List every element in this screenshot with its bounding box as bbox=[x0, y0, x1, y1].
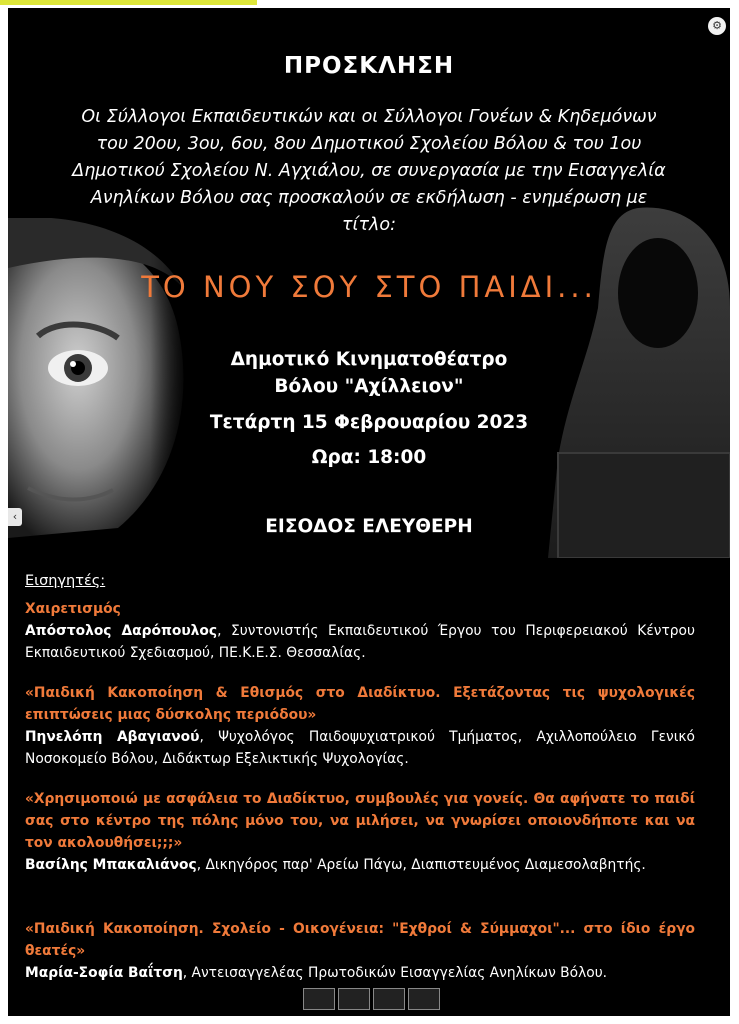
speaker-role: , Αντεισαγγελέας Πρωτοδικών Εισαγγελίας Ανηλίκων Βόλου. bbox=[182, 965, 608, 981]
intro-line: τίτλο: bbox=[342, 215, 396, 235]
venue bbox=[8, 346, 730, 400]
event-time: Ωρα: 18:00 bbox=[311, 447, 427, 468]
talk-topic: «Παιδική Κακοποίηση. Σχολείο - Οικογένεια: "Εχθροί & Σύμμαχοι"... στο ίδιο έργο θεατές» bbox=[25, 921, 695, 959]
intro-line: του 20ου, 3ου, 6ου, 8ου Δημοτικού Σχολείου Βόλου & του 1ου bbox=[96, 134, 642, 154]
talk-topic: «Χρησιμοποιώ με ασφάλεια το Διαδίκτυο, συμβουλές για γονείς. Θα αφήνατε το παιδί σας στο κέντρο της πόλης μόνο του, να μιλήσει, να γνωρίσει οποιονδήποτε και να τον ακολουθήσει;;;» bbox=[25, 791, 695, 851]
chevron-left-icon[interactable]: ‹ bbox=[8, 508, 22, 526]
venue-line: Βόλου "Αχίλλειον" bbox=[274, 376, 464, 397]
talk-item bbox=[25, 598, 695, 664]
settings-icon[interactable]: ⚙ bbox=[708, 17, 726, 35]
venue-line: Δημοτικό Κινηματοθέατρο bbox=[230, 349, 508, 370]
talk-speaker bbox=[25, 854, 695, 876]
speakers-heading: Εισηγητές: bbox=[25, 573, 106, 589]
intro-line: Οι Σύλλογοι Εκπαιδευτικών και οι Σύλλογοι Γονέων & Κηδεμόνων bbox=[81, 107, 657, 127]
intro-line: Ανηλίκων Βόλου σας προσκαλούν σε εκδήλωση - ενημέρωση με bbox=[90, 188, 648, 208]
talk-topic: «Παιδική Κακοποίηση & Εθισμός στο Διαδίκτυο. Εξετάζοντας τις ψυχολογικές επιπτώσεις μιας δύσκολης περιόδου» bbox=[25, 685, 695, 723]
event-date: Τετάρτη 15 Φεβρουαρίου 2023 bbox=[209, 412, 529, 433]
thumbnail[interactable] bbox=[303, 988, 335, 1010]
talk-speaker bbox=[25, 620, 695, 664]
talk-item bbox=[25, 682, 695, 770]
speaker-name: Μαρία-Σοφία Βαΐτση bbox=[25, 965, 183, 981]
invitation-poster bbox=[8, 8, 730, 1016]
talk-speaker bbox=[25, 962, 695, 984]
speaker-role: , Δικηγόρος παρ' Αρείω Πάγω, Διαπιστευμένος Διαμεσολαβητής. bbox=[196, 857, 646, 873]
speaker-name: Πηνελόπη Αβαγιανού bbox=[25, 729, 200, 745]
thumbnail[interactable] bbox=[338, 988, 370, 1010]
free-entry-notice: ΕΙΣΟΔΟΣ ΕΛΕΥΘΕΡΗ bbox=[265, 516, 473, 537]
speaker-role: , Συντονιστής Εκπαιδευτικού Έργου του Περιφερειακού Κέντρου Εκπαιδευτικού Σχεδιασμού, ΠΕ.Κ.Ε.Σ. Θεσσαλίας. bbox=[25, 623, 695, 661]
top-progress-bar bbox=[0, 0, 257, 5]
speaker-role: , Ψυχολόγος Παιδοψυχιατρικού Τμήματος, Αχιλλοπούλειο Γενικό Νοσοκομείο Βόλου, Διδάκτωρ Εξελικτικής Ψυχολογίας. bbox=[25, 729, 695, 767]
event-title: ΤΟ ΝΟΥ ΣΟΥ ΣΤΟ ΠΑΙΔΙ... bbox=[141, 270, 597, 304]
thumbnail[interactable] bbox=[408, 988, 440, 1010]
invitation-text bbox=[63, 104, 675, 239]
talk-item bbox=[25, 788, 695, 876]
speaker-name: Απόστολος Δαρόπουλος bbox=[25, 623, 218, 639]
talk-speaker bbox=[25, 726, 695, 770]
intro-line: Δημοτικού Σχολείου Ν. Αγχιάλου, σε συνεργασία με την Εισαγγελία bbox=[72, 161, 666, 181]
poster-title: ΠΡΟΣΚΛΗΣΗ bbox=[283, 53, 455, 79]
speaker-name: Βασίλης Μπακαλιάνος bbox=[25, 857, 197, 873]
talk-item bbox=[25, 918, 695, 984]
thumbnail-strip bbox=[303, 988, 440, 1010]
thumbnail[interactable] bbox=[373, 988, 405, 1010]
talk-topic: Χαιρετισμός bbox=[25, 601, 121, 617]
